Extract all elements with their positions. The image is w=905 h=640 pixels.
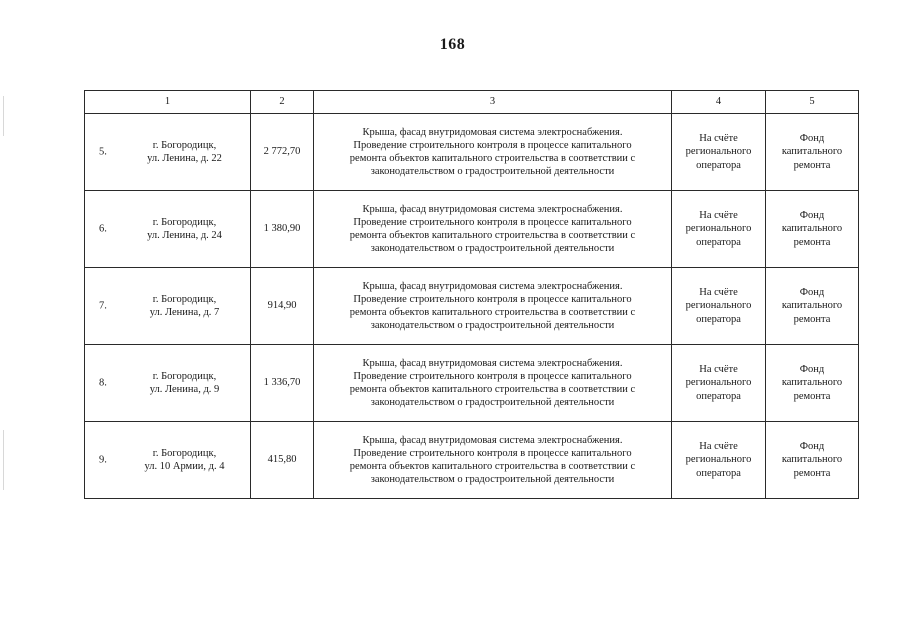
works-description bbox=[314, 114, 672, 191]
table-header-row bbox=[85, 91, 859, 114]
area-value: 1 336,70 bbox=[251, 345, 314, 422]
account-type bbox=[672, 268, 766, 345]
page-number: 168 bbox=[439, 36, 466, 53]
row-number: 6. bbox=[99, 223, 107, 235]
works-description bbox=[314, 345, 672, 422]
fund-line: Фонд bbox=[799, 286, 825, 298]
table-row bbox=[85, 114, 859, 191]
account-line: регионального bbox=[685, 223, 752, 235]
address-cell bbox=[85, 422, 251, 499]
area-value: 2 772,70 bbox=[251, 114, 314, 191]
address bbox=[85, 447, 250, 474]
address-cell bbox=[85, 268, 251, 345]
works-line: Проведение строительного контроля в процессе капитального bbox=[353, 217, 632, 228]
address bbox=[85, 293, 250, 320]
works-line: ремонта объектов капитального строительства в соответствии с bbox=[349, 384, 636, 395]
address bbox=[85, 216, 250, 243]
account-line: оператора bbox=[696, 159, 741, 171]
account-line: На счёте bbox=[699, 132, 738, 144]
area-value: 415,80 bbox=[251, 422, 314, 499]
address-line: ул. Ленина, д. 24 bbox=[147, 230, 222, 241]
scan-edge-mark bbox=[3, 96, 4, 136]
address-line: ул. Ленина, д. 7 bbox=[149, 307, 220, 318]
column-header-1: 1 bbox=[85, 91, 251, 114]
address-line: г. Богородицк, bbox=[152, 370, 217, 382]
address-cell bbox=[85, 114, 251, 191]
fund-line: ремонта bbox=[793, 467, 831, 479]
table-row bbox=[85, 345, 859, 422]
fund-line: ремонта bbox=[793, 159, 831, 171]
table-row bbox=[85, 191, 859, 268]
account-type bbox=[672, 345, 766, 422]
address bbox=[85, 139, 250, 166]
works-line: Крыша, фасад внутридомовая система электроснабжения. bbox=[362, 204, 623, 215]
account-line: оператора bbox=[696, 467, 741, 479]
fund-line: капитального bbox=[781, 300, 843, 312]
fund-line: Фонд bbox=[799, 132, 825, 144]
address-line: ул. Ленина, д. 22 bbox=[147, 153, 222, 164]
table-row bbox=[85, 422, 859, 499]
works-line: Крыша, фасад внутридомовая система электроснабжения. bbox=[362, 281, 623, 292]
address-line: г. Богородицк, bbox=[152, 293, 217, 305]
address-cell bbox=[85, 191, 251, 268]
fund-line: капитального bbox=[781, 146, 843, 158]
account-line: регионального bbox=[685, 377, 752, 389]
fund-line: Фонд bbox=[799, 209, 825, 221]
account-line: оператора bbox=[696, 390, 741, 402]
funding-source bbox=[766, 114, 859, 191]
column-header-4: 4 bbox=[672, 91, 766, 114]
row-number: 5. bbox=[99, 146, 107, 158]
row-number: 8. bbox=[99, 377, 107, 389]
fund-line: капитального bbox=[781, 454, 843, 466]
column-header-5: 5 bbox=[766, 91, 859, 114]
account-type bbox=[672, 114, 766, 191]
account-line: регионального bbox=[685, 454, 752, 466]
address-line: ул. Ленина, д. 9 bbox=[149, 384, 220, 395]
works-line: ремонта объектов капитального строительства в соответствии с bbox=[349, 230, 636, 241]
works-line: законодательством о градостроительной деятельности bbox=[370, 320, 615, 331]
account-line: регионального bbox=[685, 146, 752, 158]
area-value: 1 380,90 bbox=[251, 191, 314, 268]
fund-line: ремонта bbox=[793, 390, 831, 402]
account-line: оператора bbox=[696, 313, 741, 325]
funding-source bbox=[766, 191, 859, 268]
works-line: ремонта объектов капитального строительства в соответствии с bbox=[349, 307, 636, 318]
table-row bbox=[85, 268, 859, 345]
account-line: регионального bbox=[685, 300, 752, 312]
address-line: ул. 10 Армии, д. 4 bbox=[144, 461, 225, 472]
works-line: законодательством о градостроительной деятельности bbox=[370, 166, 615, 177]
area-value: 914,90 bbox=[251, 268, 314, 345]
works-line: Проведение строительного контроля в процессе капитального bbox=[353, 371, 632, 382]
funding-source bbox=[766, 422, 859, 499]
works-line: Проведение строительного контроля в процессе капитального bbox=[353, 140, 632, 151]
account-line: На счёте bbox=[699, 363, 738, 375]
works-line: законодательством о градостроительной деятельности bbox=[370, 474, 615, 485]
address-line: г. Богородицк, bbox=[152, 216, 217, 228]
fund-line: Фонд bbox=[799, 363, 825, 375]
address-line: г. Богородицк, bbox=[152, 447, 217, 459]
works-line: законодательством о градостроительной деятельности bbox=[370, 397, 615, 408]
works-line: Крыша, фасад внутридомовая система электроснабжения. bbox=[362, 435, 623, 446]
works-description bbox=[314, 268, 672, 345]
address bbox=[85, 370, 250, 397]
column-header-3: 3 bbox=[314, 91, 672, 114]
works-line: Крыша, фасад внутридомовая система электроснабжения. bbox=[362, 127, 623, 138]
column-header-2: 2 bbox=[251, 91, 314, 114]
row-number: 7. bbox=[99, 300, 107, 312]
address-line: г. Богородицк, bbox=[152, 139, 217, 151]
works-line: Проведение строительного контроля в процессе капитального bbox=[353, 448, 632, 459]
account-line: На счёте bbox=[699, 286, 738, 298]
account-line: оператора bbox=[696, 236, 741, 248]
works-description bbox=[314, 422, 672, 499]
fund-line: ремонта bbox=[793, 236, 831, 248]
address-cell bbox=[85, 345, 251, 422]
registry-table bbox=[84, 90, 859, 499]
fund-line: Фонд bbox=[799, 440, 825, 452]
account-line: На счёте bbox=[699, 209, 738, 221]
row-number: 9. bbox=[99, 454, 107, 466]
account-line: На счёте bbox=[699, 440, 738, 452]
fund-line: капитального bbox=[781, 223, 843, 235]
works-line: законодательством о градостроительной деятельности bbox=[370, 243, 615, 254]
funding-source bbox=[766, 268, 859, 345]
works-line: ремонта объектов капитального строительства в соответствии с bbox=[349, 461, 636, 472]
fund-line: капитального bbox=[781, 377, 843, 389]
works-description bbox=[314, 191, 672, 268]
works-line: Проведение строительного контроля в процессе капитального bbox=[353, 294, 632, 305]
fund-line: ремонта bbox=[793, 313, 831, 325]
works-line: ремонта объектов капитального строительства в соответствии с bbox=[349, 153, 636, 164]
funding-source bbox=[766, 345, 859, 422]
scan-edge-mark bbox=[3, 430, 4, 490]
account-type bbox=[672, 191, 766, 268]
account-type bbox=[672, 422, 766, 499]
works-line: Крыша, фасад внутридомовая система электроснабжения. bbox=[362, 358, 623, 369]
